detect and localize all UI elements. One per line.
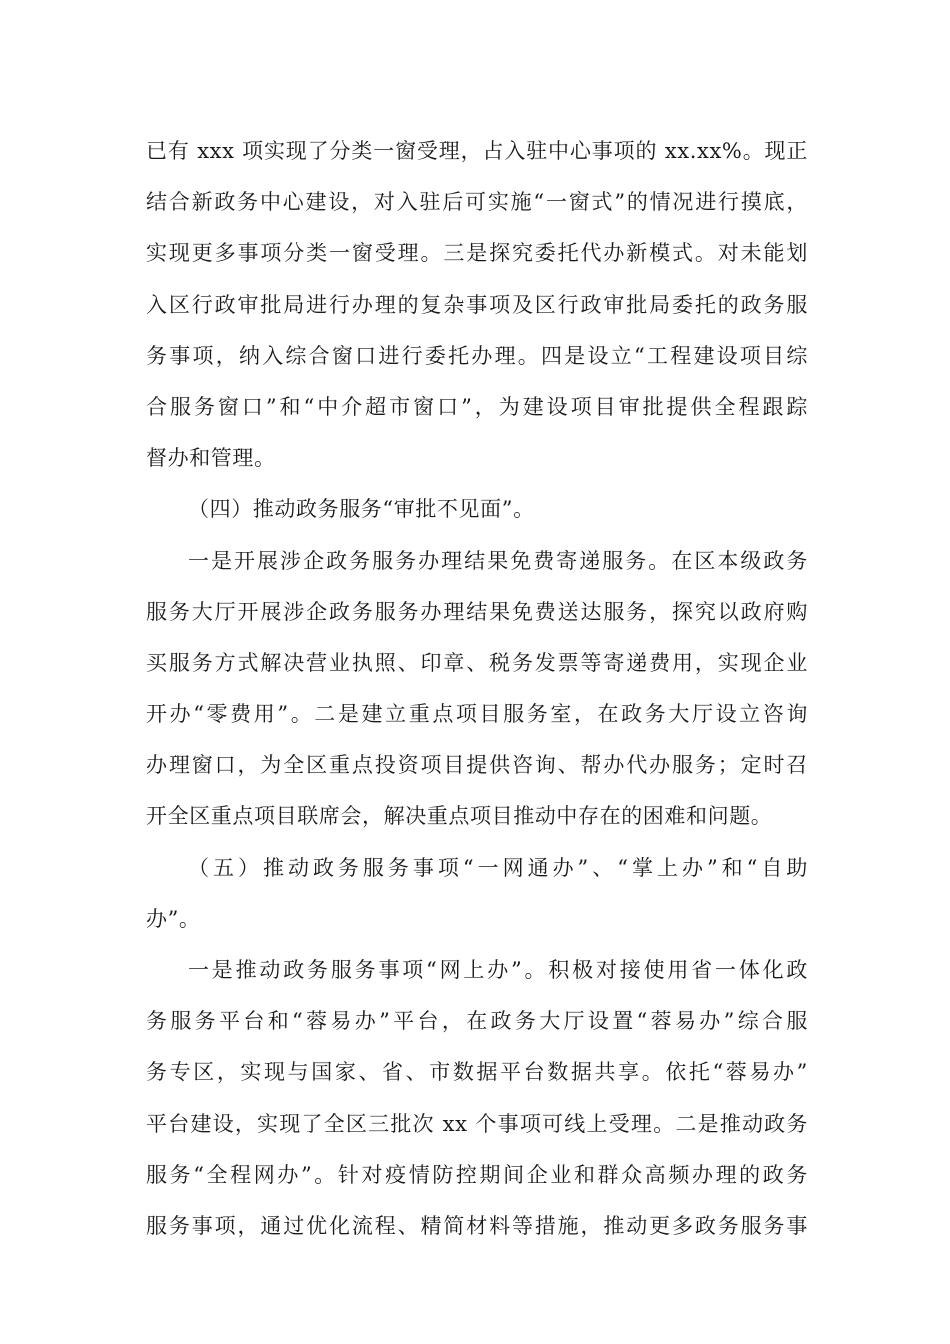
- text-line: 办理窗口，为全区重点投资项目提供咨询、帮办代办服务；定时召: [146, 753, 808, 778]
- text-line: 开全区重点项目联席会，解决重点项目推动中存在的困难和问题。: [146, 804, 773, 829]
- text-line: 买服务方式解决营业执照、印章、税务发票等寄递费用，实现企业: [146, 650, 808, 675]
- section-heading: （四）推动政务服务“审批不见面”。: [188, 497, 535, 522]
- document-body: [146, 126, 808, 1252]
- text-line: 服务“全程网办”。针对疫情防控期间企业和群众高频办理的政务: [146, 1162, 808, 1187]
- text-line: 结合新政务中心建设，对入驻后可实施“一窗式”的情况进行摸底，: [146, 190, 808, 215]
- text-line: 务事项，纳入综合窗口进行委托办理。四是设立“工程建设项目综: [146, 343, 808, 368]
- text-line: 一是推动政务服务事项“网上办”。积极对接使用省一体化政: [188, 958, 808, 982]
- section-heading: （五）推动政务服务事项“一网通办”、“掌上办”和“自助: [188, 855, 808, 880]
- text-line: 务服务平台和“蓉易办”平台，在政务大厅设置“蓉易办”综合服: [146, 1009, 808, 1034]
- text-line: 合服务窗口”和“中介超市窗口”，为建设项目审批提供全程跟踪: [146, 394, 808, 419]
- text-line: 督办和管理。: [146, 446, 276, 471]
- text-line: 务专区，实现与国家、省、市数据平台数据共享。依托“蓉易办”: [146, 1060, 808, 1085]
- text-line: 已有 xxx 项实现了分类一窗受理，占入驻中心事项的 xx.xx%。现正: [146, 139, 808, 163]
- text-line: 服务事项，通过优化流程、精简材料等措施，推动更多政务服务事: [146, 1213, 808, 1238]
- text-line: 开办“零费用”。二是建立重点项目服务室，在政务大厅设立咨询: [146, 702, 808, 727]
- text-line: 平台建设，实现了全区三批次 xx 个事项可线上受理。二是推动政务: [146, 1111, 808, 1136]
- text-line: 服务大厅开展涉企政务服务办理结果免费送达服务，探究以政府购: [146, 599, 808, 624]
- text-line: 实现更多事项分类一窗受理。三是探究委托代办新模式。对未能划: [146, 241, 808, 266]
- section-heading-continued: 办”。: [146, 906, 201, 931]
- text-line: 入区行政审批局进行办理的复杂事项及区行政审批局委托的政务服: [146, 292, 808, 317]
- text-line: 一是开展涉企政务服务办理结果免费寄递服务。在区本级政务: [188, 548, 808, 573]
